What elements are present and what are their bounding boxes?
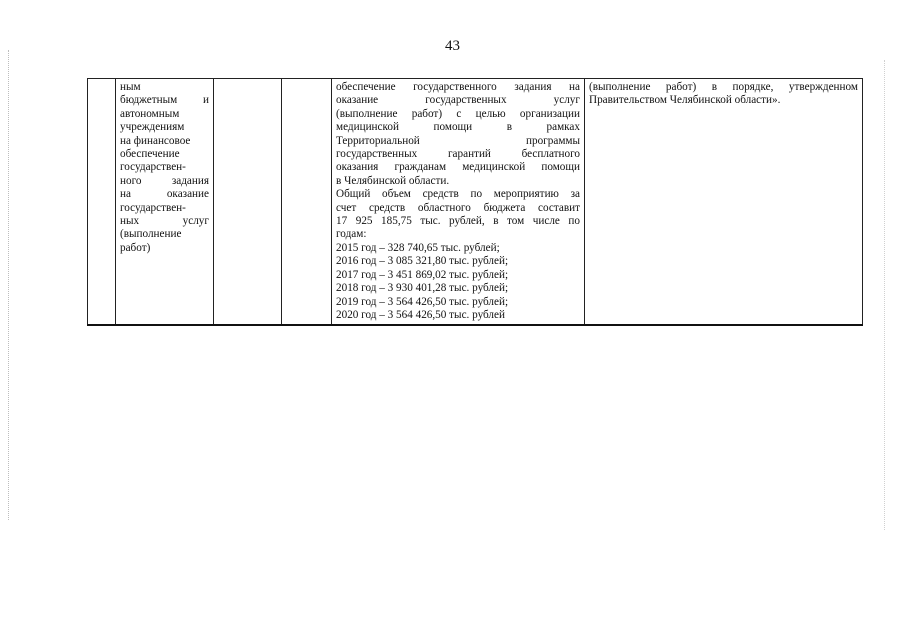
cell-line: Правительством Челябинской области». [589, 94, 781, 107]
table-cell-empty-3 [214, 79, 282, 326]
cell-line: обеспечение [120, 148, 180, 161]
page-number: 43 [445, 38, 460, 54]
funding-year-line: 2016 год – 3 085 321,80 тыс. рублей; [336, 255, 509, 268]
cell-line: ных услуг [120, 215, 209, 228]
cell-line: государственных гарантий бесплатного [336, 148, 580, 161]
scan-edge-specks [884, 60, 887, 530]
cell-line: в Челябинской области. [336, 174, 450, 187]
funding-year-line: 2018 год – 3 930 401,28 тыс. рублей; [336, 282, 509, 295]
cell-line: (выполнение [120, 228, 182, 241]
table-cell-procedure [585, 79, 863, 326]
funding-year-line: 2017 год – 3 451 869,02 тыс. рублей; [336, 268, 509, 281]
table-cell-recipients [116, 79, 214, 326]
cell-line: учреждениям [120, 121, 185, 134]
document-table [87, 78, 863, 326]
table-row [88, 79, 863, 326]
scan-edge-mark [8, 50, 9, 520]
cell-line: (выполнение работ) с целью организации [336, 107, 580, 120]
cell-line: Общий объем средств по мероприятию за [336, 188, 580, 201]
cell-line: государствен- [120, 201, 186, 214]
cell-line: ного задания [120, 174, 209, 187]
cell-line: оказания гражданам медицинской помощи [336, 161, 580, 174]
cell-line: на оказание [120, 188, 209, 201]
table-cell-empty-4 [282, 79, 332, 326]
cell-line: счет средств областного бюджета составит [336, 201, 580, 214]
cell-line: Территориальной программы [336, 134, 580, 147]
cell-line: бюджетным и [120, 94, 209, 107]
table-cell-description [332, 79, 585, 326]
cell-line: на финансовое [120, 134, 191, 147]
cell-line: автономным [120, 107, 180, 120]
table-cell-empty-1 [88, 79, 116, 326]
funding-year-line: 2020 год – 3 564 426,50 тыс. рублей [336, 308, 505, 321]
cell-line: (выполнение работ) в порядке, утвержденном [589, 81, 858, 93]
funding-year-line: 2015 год – 328 740,65 тыс. рублей; [336, 241, 500, 254]
cell-line: годам: [336, 228, 367, 241]
funding-year-line: 2019 год – 3 564 426,50 тыс. рублей; [336, 295, 509, 308]
cell-line: государствен- [120, 161, 186, 174]
cell-line: ным [120, 81, 141, 93]
cell-line: 17 925 185,75 тыс. рублей, в том числе по [336, 215, 580, 228]
cell-line: медицинской помощи в рамках [336, 121, 580, 134]
cell-line: оказание государственных услуг [336, 94, 580, 107]
cell-line: обеспечение государственного задания на [336, 81, 580, 93]
cell-line: работ) [120, 241, 151, 254]
